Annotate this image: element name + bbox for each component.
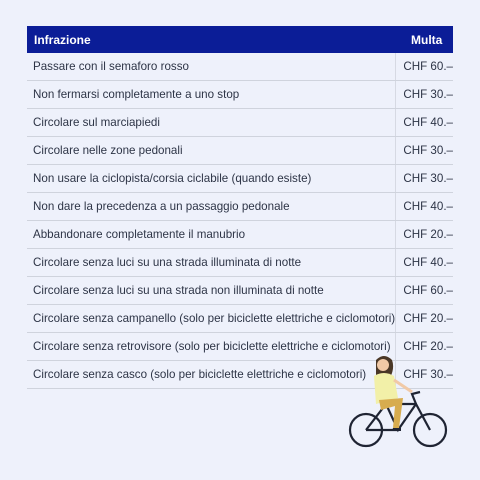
header-infraction: Infrazione bbox=[34, 32, 91, 47]
infraction-cell: Circolare senza retrovisore (solo per biciclette elettriche e ciclomotori) bbox=[33, 340, 391, 353]
infraction-cell: Circolare sul marciapiedi bbox=[33, 116, 160, 129]
table-row bbox=[27, 305, 453, 333]
table-row bbox=[27, 193, 453, 221]
fine-cell: CHF 20.– bbox=[395, 333, 453, 360]
fine-cell: CHF 60.– bbox=[395, 53, 453, 80]
infraction-cell: Non dare la precedenza a un passaggio pedonale bbox=[33, 200, 290, 213]
fine-cell: CHF 60.– bbox=[395, 277, 453, 304]
fine-cell: CHF 20.– bbox=[395, 221, 453, 248]
infraction-cell: Non fermarsi completamente a uno stop bbox=[33, 88, 240, 101]
fine-cell: CHF 40.– bbox=[395, 249, 453, 276]
table-row bbox=[27, 249, 453, 277]
table-row bbox=[27, 277, 453, 305]
table-row bbox=[27, 53, 453, 81]
table-row bbox=[27, 109, 453, 137]
table-row bbox=[27, 165, 453, 193]
fine-cell: CHF 30.– bbox=[395, 137, 453, 164]
fine-cell: CHF 40.– bbox=[395, 109, 453, 136]
infraction-cell: Circolare nelle zone pedonali bbox=[33, 144, 183, 157]
table-body bbox=[27, 53, 453, 389]
infraction-cell: Circolare senza casco (solo per biciclette elettriche e ciclomotori) bbox=[33, 368, 367, 381]
infraction-cell: Non usare la ciclopista/corsia ciclabile (quando esiste) bbox=[33, 172, 312, 185]
fine-cell: CHF 40.– bbox=[395, 193, 453, 220]
fine-cell: CHF 30.– bbox=[395, 361, 453, 388]
fines-table bbox=[27, 26, 453, 389]
infraction-cell: Circolare senza campanello (solo per biciclette elettriche e ciclomotori) bbox=[33, 312, 396, 325]
table-row bbox=[27, 81, 453, 109]
cyclist-illustration bbox=[346, 352, 450, 452]
infraction-cell: Circolare senza luci su una strada non illuminata di notte bbox=[33, 284, 324, 297]
infraction-cell: Passare con il semaforo rosso bbox=[33, 60, 189, 73]
header-fine: Multa bbox=[411, 32, 443, 47]
table-header bbox=[27, 26, 453, 53]
infraction-cell: Circolare senza luci su una strada illuminata di notte bbox=[33, 256, 302, 269]
fine-cell: CHF 30.– bbox=[395, 165, 453, 192]
fine-cell: CHF 30.– bbox=[395, 81, 453, 108]
table-row bbox=[27, 221, 453, 249]
fine-cell: CHF 20.– bbox=[395, 305, 453, 332]
infraction-cell: Abbandonare completamente il manubrio bbox=[33, 228, 246, 241]
table-row bbox=[27, 137, 453, 165]
